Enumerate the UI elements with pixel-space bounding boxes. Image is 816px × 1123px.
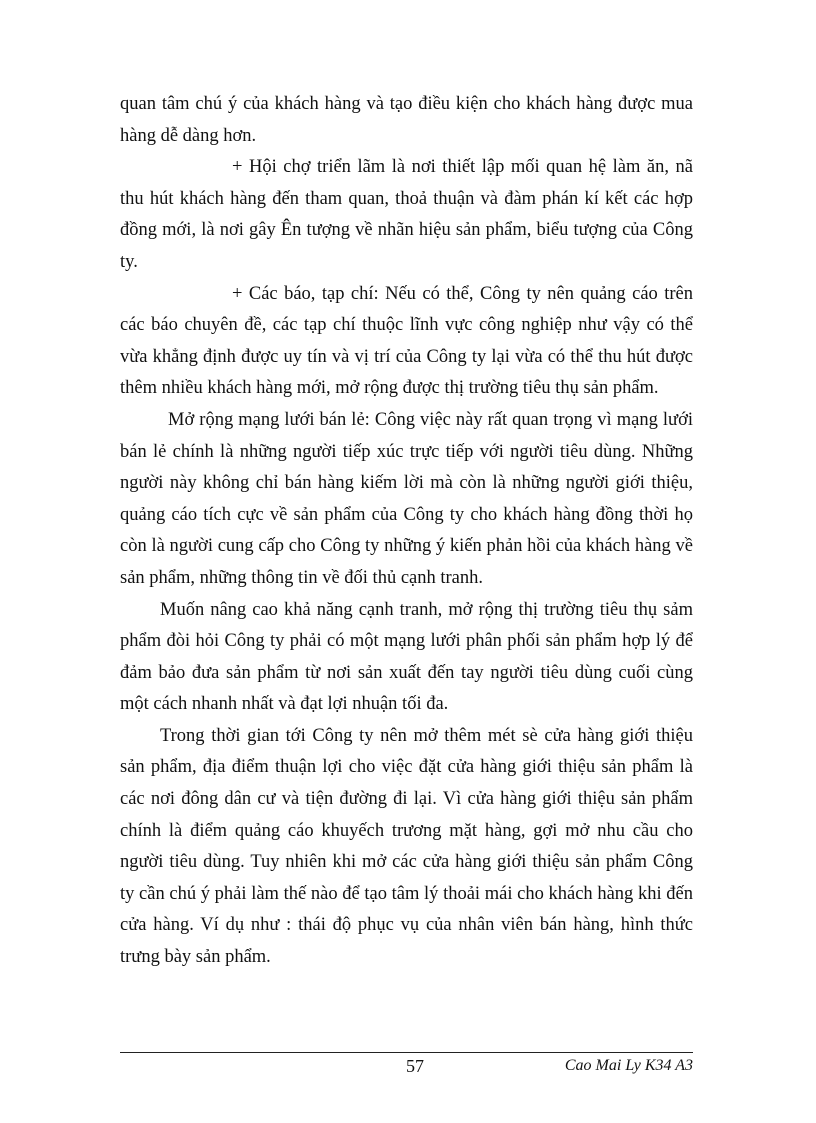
- footer-divider: [120, 1052, 693, 1053]
- paragraph-competitiveness: Muốn nâng cao khả năng cạnh tranh, mở rộng thị trường tiêu thụ sảm phẩm đòi hỏi Công ty phải có một mạng lưới phân phối sản phẩm hợp lý để đảm bảo đưa sản phẩm từ nơi sản xuất đến tay người tiêu dùng cuối cùng một cách nhanh nhất và đạt lợi nhuận tối đa.: [120, 599, 693, 715]
- footer-author: Cao Mai Ly K34 A3: [564, 1057, 693, 1074]
- body-text: [120, 89, 693, 974]
- page-number: 57: [406, 1056, 424, 1076]
- paragraph-newspapers: + Các báo, tạp chí: Nếu có thể, Công ty nên quảng cáo trên các báo chuyên đề, các tạp chí thuộc lĩnh vực công nghiệp như vậy có thể vừa khẳng định được uy tín và vị trí của Công ty lại vừa có thể thu hút được thêm nhiều khách hàng mới, mở rộng được thị trường tiêu thụ sản phẩm.: [120, 283, 693, 399]
- paragraph-intro: quan tâm chú ý của khách hàng và tạo điều kiện cho khách hàng được mua hàng dễ dàng hơn.: [120, 94, 693, 146]
- paragraph-showrooms: Trong thời gian tới Công ty nên mở thêm mét sè cửa hàng giới thiệu sản phẩm, địa điểm thuận lợi cho việc đặt cửa hàng giới thiệu sản phẩm là các nơi đông dân cư và tiện đường đi lại. Vì cửa hàng giới thiệu sản phẩm chính là điểm quảng cáo khuyếch trương mặt hàng, gợi mở nhu cầu cho người tiêu dùng. Tuy nhiên khi mở các cửa hàng giới thiệu sản phẩm Công ty cần chú ý phải làm thế nào để tạo tâm lý thoải mái cho khách hàng khi đến cửa hàng. Ví dụ như : thái độ phục vụ của nhân viên bán hàng, hình thức trưng bày sản phẩm.: [120, 725, 693, 968]
- paragraph-trade-fair: + Hội chợ triển lãm là nơi thiết lập mối quan hệ làm ăn, nã thu hút khách hàng đến tham quan, thoả thuận và đàm phán kí kết các hợp đồng mới, là nơi gây Ên tượng về nhãn hiệu sản phẩm, biểu tượng của Công ty.: [120, 157, 693, 272]
- paragraph-retail-network: Mở rộng mạng lưới bán lẻ: Công việc này rất quan trọng vì mạng lưới bán lẻ chính là những người tiếp xúc trực tiếp với người tiêu dùng. Những người này không chỉ bán hàng kiếm lời mà còn là những người giới thiệu, quảng cáo tích cực về sản phẩm của Công ty cho khách hàng đồng thời họ còn là người cung cấp cho Công ty những ý kiến phản hồi của khách hàng về sản phẩm, những thông tin về đối thủ cạnh tranh.: [120, 409, 693, 588]
